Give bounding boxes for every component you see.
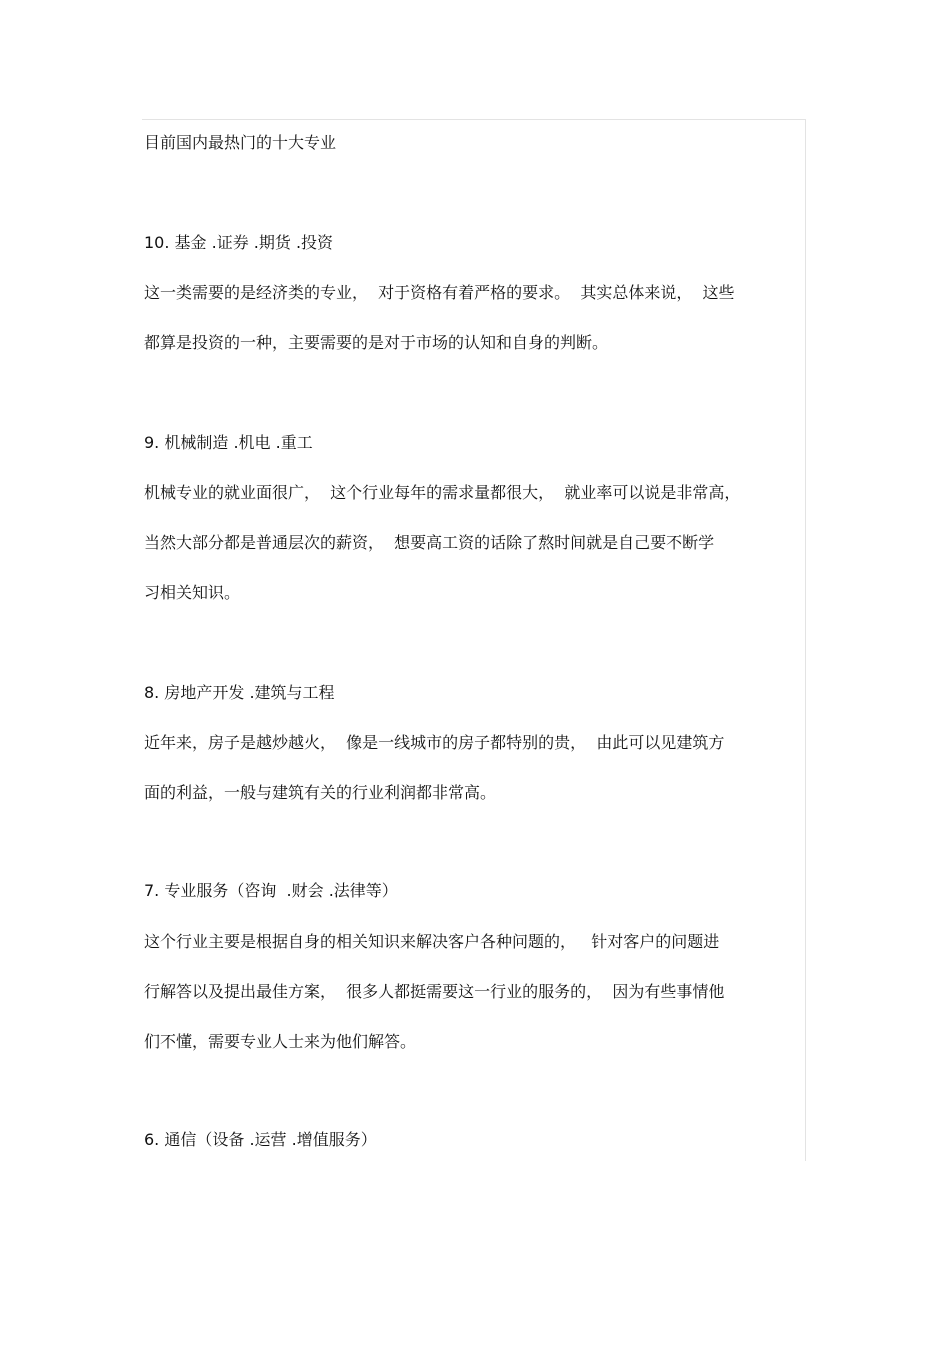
section-heading: 8. 房地产开发 .建筑与工程 bbox=[144, 683, 335, 702]
paragraph-line: 这一类需要的是经济类的专业， 对于资格有着严格的要求。 其实总体来说， 这些 bbox=[144, 283, 735, 302]
paragraph-line: 这个行业主要是根据自身的相关知识来解决客户各种问题的， 针对客户的问题进 bbox=[144, 932, 720, 951]
paragraph-line: 机械专业的就业面很广， 这个行业每年的需求量都很大， 就业率可以说是非常高， bbox=[144, 483, 741, 502]
section-heading: 9. 机械制造 .机电 .重工 bbox=[144, 433, 313, 452]
paragraph-line: 们不懂，需要专业人士来为他们解答。 bbox=[144, 1032, 417, 1051]
paragraph-line: 面的利益，一般与建筑有关的行业利润都非常高。 bbox=[144, 783, 497, 802]
section-heading: 6. 通信（设备 .运营 .增值服务） bbox=[144, 1130, 377, 1149]
section-heading: 7. 专业服务（咨询 .财会 .法律等） bbox=[144, 881, 398, 900]
page-frame bbox=[142, 119, 806, 1161]
paragraph-line: 行解答以及提出最佳方案， 很多人都挺需要这一行业的服务的， 因为有些事情他 bbox=[144, 982, 725, 1001]
document-title: 目前国内最热门的十大专业 bbox=[144, 133, 337, 152]
paragraph-line: 都算是投资的一种，主要需要的是对于市场的认知和自身的判断。 bbox=[144, 333, 609, 352]
paragraph-line: 当然大部分都是普通层次的薪资， 想要高工资的话除了熬时间就是自己要不断学 bbox=[144, 533, 715, 552]
paragraph-line: 近年来，房子是越炒越火， 像是一线城市的房子都特别的贵， 由此可以见建筑方 bbox=[144, 733, 725, 752]
section-heading: 10. 基金 .证券 .期货 .投资 bbox=[144, 233, 334, 252]
paragraph-line: 习相关知识。 bbox=[144, 583, 241, 602]
